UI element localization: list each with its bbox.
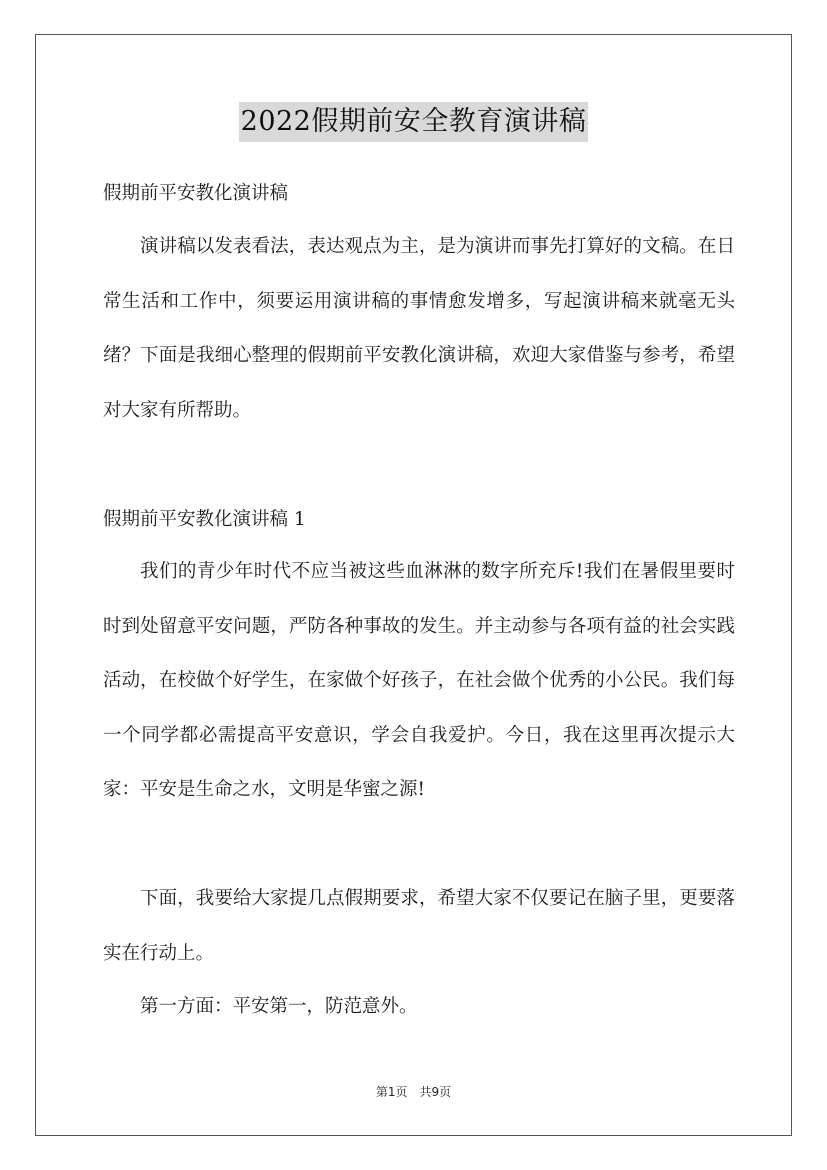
page-number: 第1页 xyxy=(375,1085,408,1099)
body-paragraph-1: 我们的青少年时代不应当被这些血淋淋的数字所充斥!我们在暑假里要时时到处留意平安问题，严防各种事故的发生。并主动参与各项有益的社会实践活动，在校做个好学生，在家做个好孩子，在社会做个优秀的小公民。我们每一个同学都必需提高平安意识，学会自我爱护。今日，我在这里再次提示大家：平安是生命之水，文明是华蜜之源! xyxy=(103,561,735,800)
section-heading: 假期前平安教化演讲稿 1 xyxy=(103,509,306,530)
document-title: 2022假期前安全教育演讲稿 xyxy=(239,102,589,142)
document-subtitle: 假期前平安教化演讲稿 xyxy=(103,183,289,204)
page-footer xyxy=(0,1083,827,1100)
page-total: 共9页 xyxy=(419,1085,452,1099)
body-paragraph-2: 下面，我要给大家提几点假期要求，希望大家不仅要记在脑子里，更要落实在行动上。 xyxy=(103,888,735,964)
title-container xyxy=(0,102,827,142)
intro-paragraph: 演讲稿以发表看法，表达观点为主，是为演讲而事先打算好的文稿。在日常生活和工作中，须要运用演讲稿的事情愈发增多，写起演讲稿来就毫无头绪？下面是我细心整理的假期前平安教化演讲稿，欢迎大家借鉴与参考，希望对大家有所帮助。 xyxy=(103,236,735,421)
body-paragraph-3: 第一方面：平安第一，防范意外。 xyxy=(140,996,418,1017)
